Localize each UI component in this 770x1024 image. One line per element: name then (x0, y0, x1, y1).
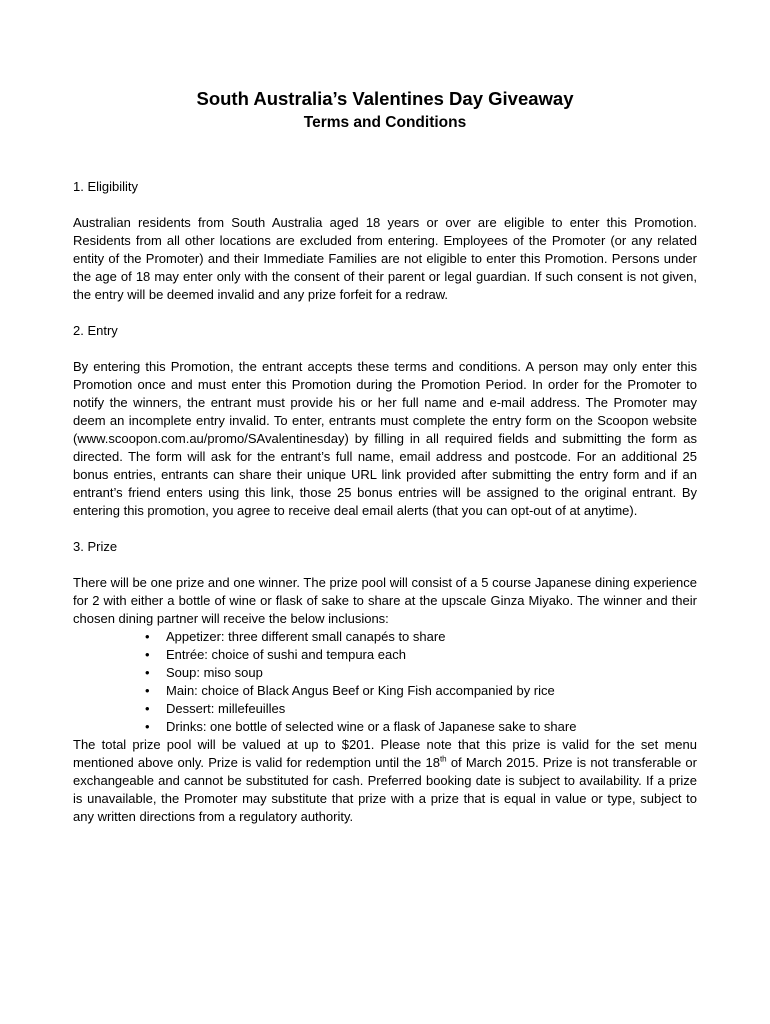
document-subtitle: Terms and Conditions (303, 114, 467, 131)
eligibility-section (73, 178, 697, 304)
document-page (73, 86, 697, 844)
prize-section (73, 538, 697, 826)
inclusion-text: Appetizer: three different small canapés to share (166, 629, 446, 644)
entry-heading: 2. Entry (73, 323, 118, 338)
bullet-icon: • (145, 701, 150, 716)
prize-heading: 3. Prize (73, 539, 118, 554)
ordinal-suffix: th (439, 754, 447, 764)
eligibility-body: Australian residents from South Australia aged 18 years or over are eligible to enter this Promotion. Residents from all other locations are excluded from entering. Employees of the Promoter (or any related entity of the Promoter) and their Immediate Families are not eligible to enter this Promotion. Persons under the age of 18 may enter only with the consent of their parent or legal guardian. If such consent is not given, the entry will be deemed invalid and any prize forfeit for a redraw. (73, 215, 697, 302)
bullet-icon: • (145, 665, 150, 680)
prize-intro: There will be one prize and one winner. The prize pool will consist of a 5 course Japanese dining experience for 2 with either a bottle of wine or flask of sake to share at the upscale Ginza Miyako. The winner and their chosen dining partner will receive the below inclusions: (73, 575, 697, 626)
prize-closing-text-cont: of March 2015. Prize is not transferable or exchangeable and cannot be substituted for cash. Preferred booking date is subject to availability. If a prize is unavailable, the Promoter may substitute that prize with a prize that is equal in value or type, subject to any written directions from a regulatory authority. (73, 755, 697, 824)
entry-section (73, 322, 697, 520)
entry-body: By entering this Promotion, the entrant accepts these terms and conditions. A person may only enter this Promotion once and must enter this Promotion during the Promotion Period. In order for the Promoter to notify the winners, the entrant must provide his or her full name and e-mail address. The Promoter may deem an incomplete entry invalid. To enter, entrants must complete the entry form on the Scoopon website (www.scoopon.com.au/promo/SAvalentinesday) by filling in all required fields and submitting the form as directed. The form will ask for the entrant’s full name, email address and postcode. For an additional 25 bonus entries, entrants can share their unique URL link provided after submitting the entry form and if an entrant’s friend enters using this link, those 25 bonus entries will be assigned to the original entrant. By entering this promotion, you agree to receive deal email alerts (that you can opt-out of at anytime). (73, 359, 697, 518)
bullet-icon: • (145, 629, 150, 644)
inclusion-text: Soup: miso soup (166, 665, 263, 680)
list-item (145, 646, 697, 664)
bullet-icon: • (145, 719, 150, 734)
document-title: South Australia’s Valentines Day Giveaway (196, 88, 574, 109)
inclusion-text: Drinks: one bottle of selected wine or a flask of Japanese sake to share (166, 719, 577, 734)
eligibility-heading: 1. Eligibility (73, 179, 139, 194)
list-item (145, 682, 697, 700)
prize-closing (73, 736, 697, 826)
inclusion-text: Main: choice of Black Angus Beef or King Fish accompanied by rice (166, 683, 555, 698)
list-item (145, 700, 697, 718)
list-item (145, 628, 697, 646)
prize-inclusions-list (73, 628, 697, 736)
bullet-icon: • (145, 647, 150, 662)
list-item (145, 664, 697, 682)
inclusion-text: Entrée: choice of sushi and tempura each (166, 647, 406, 662)
bullet-icon: • (145, 683, 150, 698)
list-item (145, 718, 697, 736)
inclusion-text: Dessert: millefeuilles (166, 701, 286, 716)
prize-closing-text: The total prize pool will be valued at up to $201. Please note that this prize is valid for the set menu mentioned above only. Prize is valid for redemption until the 18 (73, 737, 697, 770)
